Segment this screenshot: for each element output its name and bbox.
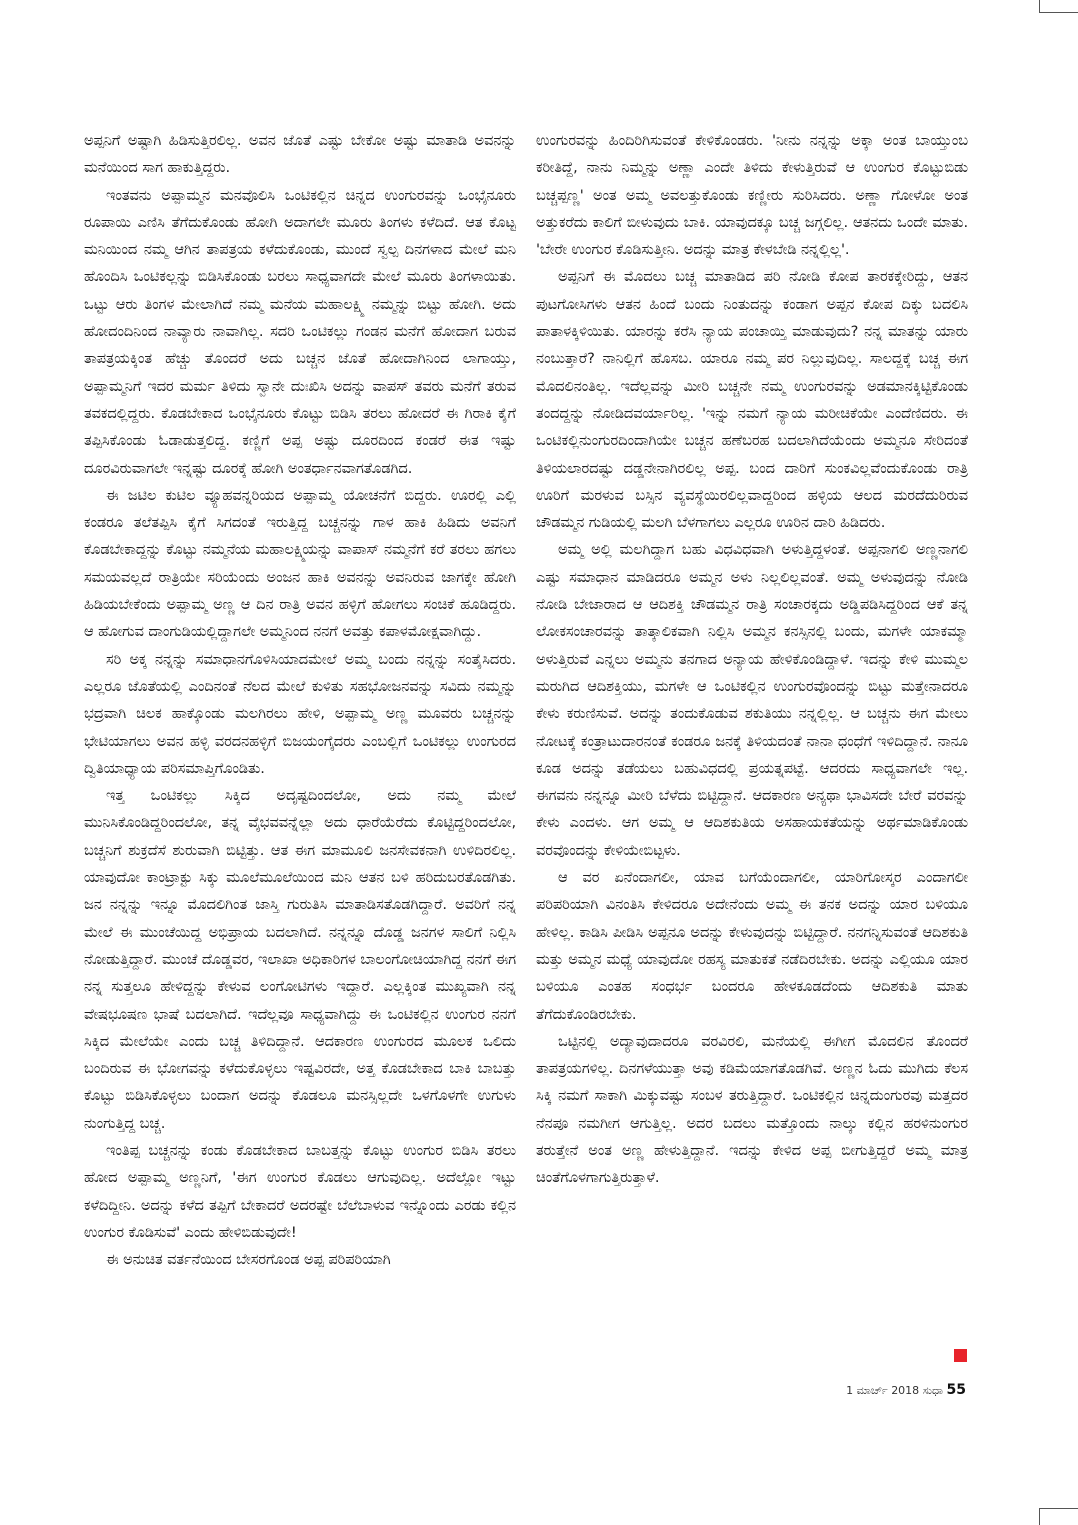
paragraph: ಈ ಅನುಚಿತ ವರ್ತನೆಯಿಂದ ಬೇಸರಗೊಂಡ ಅಪ್ಪ ಪರಿಪರಿಯಾಗಿ bbox=[106, 1251, 391, 1269]
paragraph: ಅಮ್ಮ ಅಲ್ಲಿ ಮಲಗಿದ್ದಾಗ ಬಹು ವಿಧವಿಧವಾಗಿ ಅಳುತ್ತಿದ್ದಳಂತೆ. ಅಪ್ಪನಾಗಲಿ ಅಣ್ಣನಾಗಲಿ ಎಷ್ಟು ಸಮಾಧಾನ ಮಾಡಿದರೂ ಅಮ್ಮನ ಅಳು ನಿಲ್ಲಲಿಲ್ಲವಂತೆ. ಅಮ್ಮ ಅಳುವುದನ್ನು ನೋಡಿ ನೋಡಿ ಬೇಜಾರಾದ ಆ ಆದಿಶಕ್ತಿ ಚೌಡಮ್ಮನ ರಾತ್ರಿ ಸಂಚಾರಕ್ಕದು ಅಡ್ಡಿಪಡಿಸಿದ್ದರಿಂದ ಆಕೆ ತನ್ನ ಲೋಕಸಂಚಾರವನ್ನು ತಾತ್ಕಾಲಿಕವಾಗಿ ನಿಲ್ಲಿಸಿ ಅಮ್ಮನ ಕನಸ್ಸಿನಲ್ಲಿ ಬಂದು, ಮಗಳೇ ಯಾಕಮ್ಮಾ ಅಳುತ್ತಿರುವೆ ಎನ್ನಲು ಅಮ್ಮನು ತನಗಾದ ಅನ್ಯಾಯ ಹೇಳಿಕೊಂಡಿದ್ದಾಳೆ. ಇದನ್ನು ಕೇಳಿ ಮುಮ್ಮಲ ಮರುಗಿದ ಆದಿಶಕ್ತಿಯು, ಮಗಳೇ ಆ ಒಂಟಿಕಲ್ಲಿನ ಉಂಗುರವೊಂದನ್ನು ಬಿಟ್ಟು ಮತ್ತೇನಾದರೂ ಕೇಳು ಕರುಣಿಸುವೆ. ಅದನ್ನು ತಂದುಕೊಡುವ ಶಕುತಿಯು ನನ್ನಲ್ಲಿಲ್ಲ. ಆ ಬಚ್ಚನು ಈಗ ಮೇಲು ನೋಟಕ್ಕೆ ಕಂತ್ರಾಟುದಾರನಂತೆ ಕಂಡರೂ ಜನಕ್ಕೆ ತಿಳಿಯದಂತೆ ನಾನಾ ಧಂಧೆಗೆ ಇಳಿದಿದ್ದಾನೆ. ನಾನೂ ಕೂಡ ಅದನ್ನು ತಡೆಯಲು ಬಹುವಿಧದಲ್ಲಿ ಪ್ರಯತ್ನಪಟ್ಟೆ. ಆದರದು ಸಾಧ್ಯವಾಗಲೇ ಇಲ್ಲ. ಈಗವನು ನನ್ನನ್ನೂ ಮೀರಿ ಬೆಳೆದು ಬಿಟ್ಟಿದ್ದಾನೆ. ಆದಕಾರಣ ಅನ್ಯಥಾ ಭಾವಿಸದೇ ಬೇರೆ ವರವನ್ನು ಕೇಳು ಎಂದಳು. ಆಗ ಅಮ್ಮ ಆ ಆದಿಶಕುತಿಯ ಅಸಹಾಯಕತೆಯನ್ನು ಅರ್ಥಮಾಡಿಕೊಂಡು ವರವೊಂದನ್ನು ಕೇಳಿಯೇಬಿಟ್ಟಳು. bbox=[536, 541, 968, 859]
page-number: 55 bbox=[946, 1382, 966, 1398]
crop-mark-top-right-h bbox=[1039, 12, 1078, 13]
paragraph: ಇತ್ತ ಒಂಟಿಕಲ್ಲು ಸಿಕ್ಕಿದ ಅದೃಷ್ಟದಿಂದಲೋ, ಅದು ನಮ್ಮ ಮೇಲೆ ಮುನಿಸಿಕೊಂಡಿದ್ದರಿಂದಲೋ, ತನ್ನ ವೈಭವವನ್ನೆಲ್ಲಾ ಅದು ಧಾರೆಯೆರೆದು ಕೊಟ್ಟಿದ್ದರಿಂದಲೋ, ಬಚ್ಚನಿಗೆ ಶುಕ್ರದೆಸೆ ಶುರುವಾಗಿ ಬಿಟ್ಟಿತ್ತು. ಆತ ಈಗ ಮಾಮೂಲಿ ಜನಸೇವಕನಾಗಿ ಉಳಿದಿರಲಿಲ್ಲ. ಯಾವುದೋ ಕಾಂಟ್ರಾಕ್ಟು ಸಿಕ್ಕು ಮೂಲೆಮೂಲೆಯಿಂದ ಮನಿ ಆತನ ಬಳಿ ಹರಿದುಬರತೊಡಗಿತು. ಜನ ನನ್ನನ್ನು ಇನ್ನೂ ಮೊದಲಿಗಿಂತ ಜಾಸ್ತಿ ಗುರುತಿಸಿ ಮಾತಾಡಿಸತೊಡಗಿದ್ದಾರೆ. ಅವರಿಗೆ ನನ್ನ ಮೇಲೆ ಈ ಮುಂಚೆಯಿದ್ದ ಅಭಿಪ್ರಾಯ ಬದಲಾಗಿದೆ. ನನ್ನನ್ನೂ ದೊಡ್ಡ ಜನಗಳ ಸಾಲಿಗೆ ನಿಲ್ಲಿಸಿ ನೋಡುತ್ತಿದ್ದಾರೆ. ಮುಂಚೆ ದೊಡ್ಡವರ, ಇಲಾಖಾ ಅಧಿಕಾರಿಗಳ ಬಾಲಂಗೋಚಿಯಾಗಿದ್ದ ನನಗೆ ಈಗ ನನ್ನ ಸುತ್ತಲೂ ಹೇಳಿದ್ದನ್ನು ಕೇಳುವ ಲಂಗೋಟಿಗಳು ಇದ್ದಾರೆ. ಎಲ್ಲಕ್ಕಿಂತ ಮುಖ್ಯವಾಗಿ ನನ್ನ ವೇಷಭೂಷಣ ಭಾಷೆ ಬದಲಾಗಿದೆ. ಇದೆಲ್ಲವೂ ಸಾಧ್ಯವಾಗಿದ್ದು ಈ ಒಂಟಿಕಲ್ಲಿನ ಉಂಗುರ ನನಗೆ ಸಿಕ್ಕಿದ ಮೇಲೆಯೇ ಎಂದು ಬಚ್ಚ ತಿಳಿದಿದ್ದಾನೆ. ಆದಕಾರಣ ಉಂಗುರದ ಮೂಲಕ ಒಲಿದು ಬಂದಿರುವ ಈ ಭೋಗವನ್ನು ಕಳೆದುಕೊಳ್ಳಲು ಇಷ್ಟವಿರದೇ, ಅತ್ತ ಕೊಡಬೇಕಾದ ಬಾಕಿ ಬಾಬತ್ತು ಕೊಟ್ಟು ಬಿಡಿಸಿಕೊಳ್ಳಲು ಬಂದಾಗ ಅದನ್ನು ಕೊಡಲೂ ಮನಸ್ಸಿಲ್ಲದೇ ಒಳಗೊಳಗೇ ಉಗುಳು ನುಂಗುತ್ತಿದ್ದ ಬಚ್ಚ. bbox=[84, 787, 516, 1132]
paragraph: ಸರಿ ಅಕ್ಕ ನನ್ನನ್ನು ಸಮಾಧಾನಗೊಳಿಸಿಯಾದಮೇಲೆ ಅಮ್ಮ ಬಂದು ನನ್ನನ್ನು ಸಂತೈಸಿದರು. ಎಲ್ಲರೂ ಜೊತೆಯಲ್ಲಿ ಎಂದಿನಂತೆ ನೆಲದ ಮೇಲೆ ಕುಳಿತು ಸಹಭೋಜನವನ್ನು ಸವಿದು ನಮ್ಮನ್ನು ಭದ್ರವಾಗಿ ಚಿಲಕ ಹಾಕ್ಕೊಂಡು ಮಲಗಿರಲು ಹೇಳಿ, ಅಪ್ಪಾಮ್ಮ ಅಣ್ಣ ಮೂವರು ಬಚ್ಚನನ್ನು ಭೇಟಿಯಾಗಲು ಅವನ ಹಳ್ಳಿ ವರದನಹಳ್ಳಿಗೆ ಬಿಜಯಂಗೈದರು ಎಂಬಲ್ಲಿಗೆ ಒಂಟಿಕಲ್ಲು ಉಂಗುರದ ದ್ವಿತಿಯಾಧ್ಯಾಯ ಪರಿಸಮಾಪ್ತಿಗೊಂಡಿತು. bbox=[84, 650, 516, 777]
crop-mark-bottom-right-h bbox=[1039, 1508, 1078, 1509]
paragraph: ಒಟ್ಟಿನಲ್ಲಿ ಅದ್ಯಾವುದಾದರೂ ವರವಿರಲಿ, ಮನೆಯಲ್ಲಿ ಈಗೀಗ ಮೊದಲಿನ ತೊಂದರೆ ತಾಪತ್ರಯಗಳಿಲ್ಲ. ದಿನಗಳೆಯುತ್ತಾ ಅವು ಕಡಿಮೆಯಾಗತೊಡಗಿವೆ. ಅಣ್ಣನ ಓದು ಮುಗಿದು ಕೆಲಸ ಸಿಕ್ಕಿ ನಮಗೆ ಸಾಕಾಗಿ ಮಿಕ್ಕುವಷ್ಟು ಸಂಬಳ ತರುತ್ತಿದ್ದಾರೆ. ಒಂಟಿಕಲ್ಲಿನ ಚಿನ್ನದುಂಗುರವು ಮತ್ತದರ ನೆನಪೂ ನಮಗೀಗ ಆಗುತ್ತಿಲ್ಲ. ಅದರ ಬದಲು ಮತ್ತೊಂದು ನಾಲ್ಕು ಕಲ್ಲಿನ ಹರಳಿನುಂಗುರ ತರುತ್ತೇನೆ ಅಂತ ಅಣ್ಣ ಹೇಳುತ್ತಿದ್ದಾನೆ. ಇದನ್ನು ಕೇಳಿದ ಅಪ್ಪ ಬೀಗುತ್ತಿದ್ದರೆ ಅಮ್ಮ ಮಾತ್ರ ಚಿಂತೆಗೊಳಗಾಗುತ್ತಿರುತ್ತಾಳೆ. bbox=[536, 1032, 968, 1187]
paragraph: ಇಂತವನು ಅಪ್ಪಾಮ್ಮನ ಮನವೊಲಿಸಿ ಒಂಟಿಕಲ್ಲಿನ ಚಿನ್ನದ ಉಂಗುರವನ್ನು ಒಂಭೈನೂರು ರೂಪಾಯಿ ಎಣಿಸಿ ತೆಗೆದುಕೊಂಡು ಹೋಗಿ ಅದಾಗಲೇ ಮೂರು ತಿಂಗಳು ಕಳೆದಿದೆ. ಆತ ಕೊಟ್ಟ ಮನಿಯಿಂದ ನಮ್ಮ ಆಗಿನ ತಾಪತ್ರಯ ಕಳೆದುಕೊಂಡು, ಮುಂದೆ ಸ್ವಲ್ಪ ದಿನಗಳಾದ ಮೇಲೆ ಮನಿ ಹೊಂದಿಸಿ ಒಂಟಿಕಲ್ಲನ್ನು ಬಿಡಿಸಿಕೊಂಡು ಬರಲು ಸಾಧ್ಯವಾಗದೇ ಮೇಲೆ ಮೂರು ತಿಂಗಳಾಯಿತು. ಒಟ್ಟು ಆರು ತಿಂಗಳ ಮೇಲಾಗಿದೆ ನಮ್ಮ ಮನೆಯ ಮಹಾಲಕ್ಷ್ಮಿ ನಮ್ಮನ್ನು ಬಿಟ್ಟು ಹೋಗಿ. ಅದು ಹೋದಂದಿನಿಂದ ನಾವ್ಯಾರು ನಾವಾಗಿಲ್ಲ. ಸದರಿ ಒಂಟಿಕಲ್ಲು ಗಂಡನ ಮನೆಗೆ ಹೋದಾಗ ಬರುವ ತಾಪತ್ರಯಕ್ಕಿಂತ ಹೆಚ್ಚು ತೊಂದರೆ ಅದು ಬಚ್ಚನ ಜೊತೆ ಹೋದಾಗಿನಿಂದ ಲಾಗಾಯ್ತು, ಅಪ್ಪಾಮ್ಮನಿಗೆ ಇದರ ಮರ್ಮ ತಿಳಿದು ಸ್ವಾನೇ ದುಃಖಿಸಿ ಅದನ್ನು ವಾಪಸ್ ತವರು ಮನೆಗೆ ತರುವ ತವಕದಲ್ಲಿದ್ದರು. ಕೊಡಬೇಕಾದ ಒಂಭೈನೂರು ಕೊಟ್ಟು ಬಿಡಿಸಿ ತರಲು ಹೋದರೆ ಈ ಗಿರಾಕಿ ಕೈಗೆ ತಪ್ಪಿಸಿಕೊಂಡು ಓಡಾಡುತ್ತಲಿದ್ದ. ಕಣ್ಣಿಗೆ ಅಪ್ಪ ಅಷ್ಟು ದೂರದಿಂದ ಕಂಡರೆ ಈತ ಇಷ್ಟು ದೂರವಿರುವಾಗಲೇ ಇನ್ನಷ್ಟು ದೂರಕ್ಕೆ ಹೋಗಿ ಅಂತರ್ಧಾನವಾಗತೊಡಗಿದ. bbox=[84, 186, 516, 477]
crop-mark-bottom-right bbox=[1039, 1508, 1040, 1525]
paragraph: ಇಂತಿಪ್ಪ ಬಚ್ಚನನ್ನು ಕಂಡು ಕೊಡಬೇಕಾದ ಬಾಬತ್ತನ್ನು ಕೊಟ್ಟು ಉಂಗುರ ಬಿಡಿಸಿ ತರಲು ಹೋದ ಅಪ್ಪಾಮ್ಮ ಅಣ್ಣನಿಗೆ, 'ಈಗ ಉಂಗುರ ಕೊಡಲು ಆಗುವುದಿಲ್ಲ. ಅದೆಲ್ಲೋ ಇಟ್ಟು ಕಳೆದಿದ್ದೀನಿ. ಅದನ್ನು ಕಳೆದ ತಪ್ಪಿಗೆ ಬೇಕಾದರೆ ಅದರಷ್ಟೇ ಬೆಲೆಬಾಳುವ ಇನ್ನೊಂದು ಎರಡು ಕಲ್ಲಿನ ಉಂಗುರ ಕೊಡಿಸುವೆ' ಎಂದು ಹೇಳಿಬಿಡುವುದೇ! bbox=[84, 1141, 516, 1241]
end-of-story-marker bbox=[954, 1349, 967, 1362]
paragraph: ಆ ವರ ಏನೆಂದಾಗಲೀ, ಯಾವ ಬಗೆಯೆಂದಾಗಲೀ, ಯಾರಿಗೋಸ್ಕರ ಎಂದಾಗಲೀ ಪರಿಪರಿಯಾಗಿ ವಿನಂತಿಸಿ ಕೇಳಿದರೂ ಅದೇನೆಂದು ಅಮ್ಮ ಈ ತನಕ ಅದನ್ನು ಯಾರ ಬಳಿಯೂ ಹೇಳಿಲ್ಲ. ಕಾಡಿಸಿ ಪೀಡಿಸಿ ಅಪ್ಪನೂ ಅದನ್ನು ಕೇಳುವುದನ್ನು ಬಿಟ್ಟಿದ್ದಾರೆ. ನನಗನ್ನಿಸುವಂತೆ ಆದಿಶಕುತಿ ಮತ್ತು ಅಮ್ಮನ ಮಧ್ಯೆ ಯಾವುದೋ ರಹಸ್ಯ ಮಾತುಕತೆ ನಡೆದಿರಬೇಕು. ಅದನ್ನು ಎಲ್ಲಿಯೂ ಯಾರ ಬಳಿಯೂ ಎಂತಹ ಸಂಧರ್ಭ ಬಂದರೂ ಹೇಳಕೂಡದೆಂದು ಆದಿಶಕುತಿ ಮಾತು ತೆಗೆದುಕೊಂಡಿರಬೇಕು. bbox=[536, 869, 968, 1023]
left-column bbox=[84, 127, 516, 1273]
paragraph: ಉಂಗುರವನ್ನು ಹಿಂದಿರಿಗಿಸುವಂತೆ ಕೇಳಿಕೊಂಡರು. 'ನೀನು ನನ್ನನ್ನು ಅಕ್ಕಾ ಅಂತ ಬಾಯ್ತುಂಬ ಕರೀತಿದ್ದೆ, ನಾನು ನಿಮ್ಮನ್ನು ಅಣ್ಣಾ ಎಂದೇ ತಿಳಿದು ಕೇಳುತ್ತಿರುವೆ ಆ ಉಂಗುರ ಕೊಟ್ಟುಬಿಡು ಬಚ್ಚಪ್ಪಣ್ಣ' ಅಂತ ಅಮ್ಮ ಅವಲತ್ತುಕೊಂಡು ಕಣ್ಣೀರು ಸುರಿಸಿದರು. ಅಣ್ಣಾ ಗೋಳೋ ಅಂತ ಅತ್ತುಕರೆದು ಕಾಲಿಗೆ ಬೀಳುವುದು ಬಾಕಿ. ಯಾವುದಕ್ಕೂ ಬಚ್ಚ ಜಗ್ಗಲಿಲ್ಲ. ಆತನದು ಒಂದೇ ಮಾತು. 'ಬೇರೇ ಉಂಗುರ ಕೊಡಿಸುತ್ತೀನಿ. ಅದನ್ನು ಮಾತ್ರ ಕೇಳಬೇಡಿ ನನ್ನಲ್ಲಿಲ್ಲ'. bbox=[536, 132, 968, 259]
right-column bbox=[536, 127, 968, 1192]
crop-mark-top-right bbox=[1039, 0, 1040, 12]
paragraph: ಈ ಜಟಿಲ ಕುಟಿಲ ವ್ಯೂಹವನ್ನರಿಯದ ಅಪ್ಪಾಮ್ಮ ಯೋಚನೆಗೆ ಬಿದ್ದರು. ಊರಲ್ಲಿ ಎಲ್ಲಿ ಕಂಡರೂ ತಲೆತಪ್ಪಿಸಿ ಕೈಗೆ ಸಿಗದಂತೆ ಇರುತ್ತಿದ್ದ ಬಚ್ಚನನ್ನು ಗಾಳ ಹಾಕಿ ಹಿಡಿದು ಅವನಿಗೆ ಕೊಡಬೇಕಾದ್ದನ್ನು ಕೊಟ್ಟು ನಮ್ಮನೆಯ ಮಹಾಲಕ್ಷ್ಮಿಯನ್ನು ವಾಪಾಸ್ ನಮ್ಮನೆಗೆ ಕರೆ ತರಲು ಹಗಲು ಸಮಯವಲ್ಲದೆ ರಾತ್ರಿಯೇ ಸರಿಯೆಂದು ಅಂಜನ ಹಾಕಿ ಅವನನ್ನು ಅವನಿರುವ ಜಾಗಕ್ಕೇ ಹೋಗಿ ಹಿಡಿಯಬೇಕೆಂದು ಅಪ್ಪಾಮ್ಮ ಅಣ್ಣ ಆ ದಿನ ರಾತ್ರಿ ಅವನ ಹಳ್ಳಿಗೆ ಹೋಗಲು ಸಂಚಿಕೆ ಹೂಡಿದ್ದರು. ಆ ಹೋಗುವ ದಾಂಗುಡಿಯಲ್ಲಿದ್ದಾಗಲೇ ಅಮ್ಮನಿಂದ ನನಗೆ ಅವತ್ತು ಕಪಾಳಮೋಕ್ಷವಾಗಿದ್ದು. bbox=[84, 486, 516, 641]
paragraph: ಅಪ್ಪನಿಗೆ ಈ ಮೊದಲು ಬಚ್ಚ ಮಾತಾಡಿದ ಪರಿ ನೋಡಿ ಕೋಪ ತಾರಕಕ್ಕೇರಿದ್ದು, ಆತನ ಪುಟಗೋಸಿಗಳು ಆತನ ಹಿಂದೆ ಬಂದು ನಿಂತುದನ್ನು ಕಂಡಾಗ ಅಪ್ಪನ ಕೋಪ ದಿಕ್ಕು ಬದಲಿಸಿ ಪಾತಾಳಕ್ಕಿಳಿಯಿತು. ಯಾರನ್ನು ಕರೆಸಿ ನ್ಯಾಯ ಪಂಚಾಯ್ತಿ ಮಾಡುವುದು? ನನ್ನ ಮಾತನ್ನು ಯಾರು ನಂಬುತ್ತಾರೆ? ನಾನಿಲ್ಲಿಗೆ ಹೊಸಬ. ಯಾರೂ ನಮ್ಮ ಪರ ನಿಲ್ಲುವುದಿಲ್ಲ. ಸಾಲದ್ದಕ್ಕೆ ಬಚ್ಚ ಈಗ ಮೊದಲಿನಂತಿಲ್ಲ. ಇದೆಲ್ಲವನ್ನು ಮೀರಿ ಬಚ್ಚನೇ ನಮ್ಮ ಉಂಗುರವನ್ನು ಅಡಮಾನಕ್ಕಿಟ್ಟಿಕೊಂಡು ತಂದದ್ದನ್ನು ನೋಡಿದವರ್ಯಾರಿಲ್ಲ. 'ಇನ್ನು ನಮಗೆ ನ್ಯಾಯ ಮರೀಚಿಕೆಯೇ ಎಂದೆಣಿದರು. ಈ ಒಂಟಿಕಲ್ಲಿನುಂಗುರದಿಂದಾಗಿಯೇ ಬಚ್ಚನ ಹಣೆಬರಹ ಬದಲಾಗಿದೆಯೆಂದು ಅಮ್ಮನೂ ಸೇರಿದಂತೆ ತಿಳಿಯಲಾರದಷ್ಟು ದಡ್ಡನೇನಾಗಿರಲಿಲ್ಲ ಅಪ್ಪ. ಬಂದ ದಾರಿಗೆ ಸುಂಕವಿಲ್ಲವೆಂದುಕೊಂಡು ರಾತ್ರಿ ಊರಿಗೆ ಮರಳುವ ಬಸ್ಸಿನ ವ್ಯವಸ್ಥೆಯಿರಲಿಲ್ಲವಾದ್ದರಿಂದ ಹಳ್ಳಿಯ ಆಲದ ಮರದೆದುರಿರುವ ಚೌಡಮ್ಮನ ಗುಡಿಯಲ್ಲಿ ಮಲಗಿ ಬೆಳಗಾಗಲು ಎಲ್ಲರೂ ಊರಿನ ದಾರಿ ಹಿಡಿದರು. bbox=[536, 268, 968, 532]
page-footer bbox=[816, 1382, 966, 1399]
issue-date: 1 ಮಾರ್ಚ್ 2018 bbox=[846, 1384, 920, 1397]
paragraph: ಅಪ್ಪನಿಗೆ ಅಷ್ಟಾಗಿ ಹಿಡಿಸುತ್ತಿರಲಿಲ್ಲ. ಅವನ ಜೊತೆ ಎಷ್ಟು ಬೇಕೋ ಅಷ್ಟು ಮಾತಾಡಿ ಅವನನ್ನು ಮನೆಯಿಂದ ಸಾಗ ಹಾಕುತ್ತಿದ್ದರು. bbox=[84, 132, 516, 177]
magazine-name: ಸುಧಾ bbox=[922, 1384, 944, 1397]
